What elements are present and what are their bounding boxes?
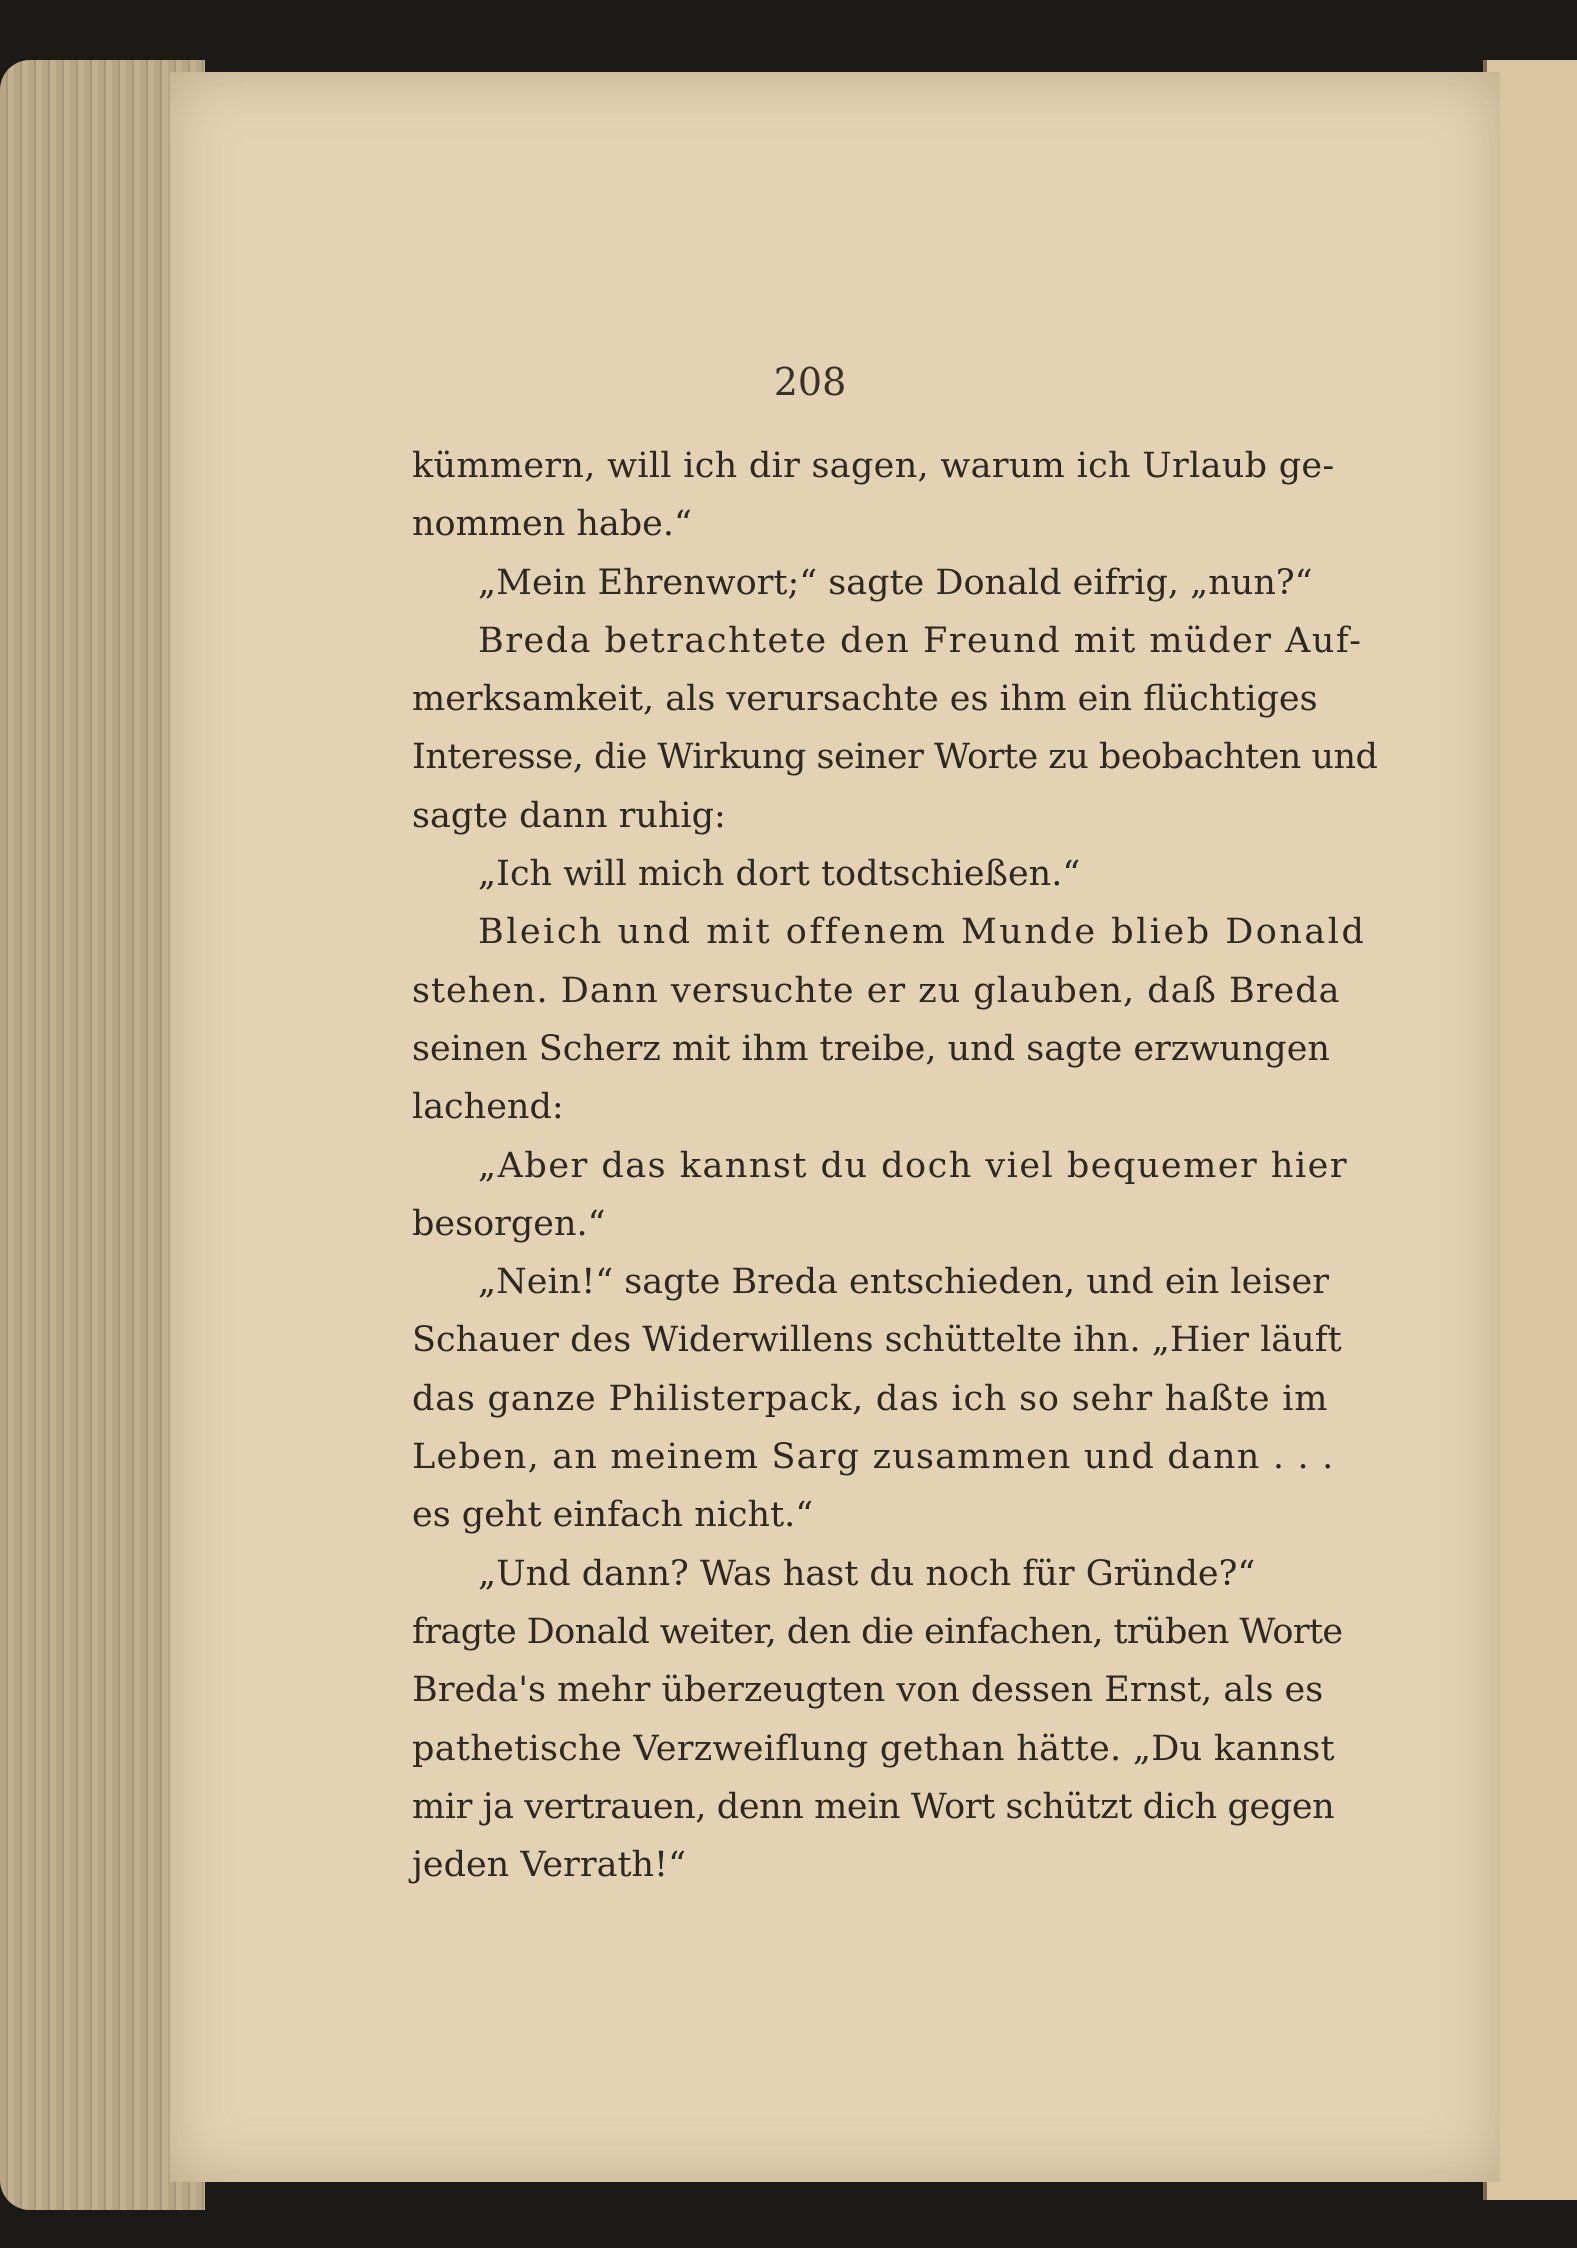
text-line: merksamkeit, als verursachte es ihm ein flüchtiges xyxy=(412,679,1318,720)
text-line: Interesse, die Wirkung seiner Worte zu beobachten und xyxy=(412,737,1378,778)
text-line: Bleich und mit offenem Munde blieb Donald xyxy=(478,912,1367,953)
text-line: „Mein Ehrenwort;“ sagte Donald eifrig, „nun?“ xyxy=(478,562,1313,603)
body-text xyxy=(412,437,1378,1894)
text-line: kümmern, will ich dir sagen, warum ich Urlaub ge- xyxy=(412,446,1335,486)
text-line: pathetische Verzweiflung gethan hätte. „Du kannst xyxy=(412,1728,1335,1769)
text-line: „Nein!“ sagte Breda entschieden, und ein leiser xyxy=(478,1262,1329,1303)
text-line: stehen. Dann versuchte er zu glauben, daß Breda xyxy=(412,970,1341,1011)
text-line: sagte dann ruhig: xyxy=(412,795,726,836)
book-page xyxy=(170,72,1500,2182)
text-line: „Und dann? Was hast du noch für Gründe?“ xyxy=(478,1553,1256,1594)
page-number: 208 xyxy=(773,360,847,404)
text-line: fragte Donald weiter, den die einfachen, trüben Worte xyxy=(412,1611,1343,1652)
text-line: Leben, an meinem Sarg zusammen und dann . . . xyxy=(412,1437,1335,1478)
text-line: lachend: xyxy=(412,1087,564,1128)
text-line: Breda betrachtete den Freund mit müder Auf- xyxy=(478,620,1363,661)
text-line: es geht einfach nicht.“ xyxy=(412,1495,814,1536)
text-line: jeden Verrath!“ xyxy=(412,1845,687,1886)
text-line: das ganze Philisterpack, das ich so sehr haßte im xyxy=(412,1378,1329,1419)
text-line: mir ja vertrauen, denn mein Wort schützt dich gegen xyxy=(412,1786,1335,1827)
text-line: nommen habe.“ xyxy=(412,504,692,545)
text-line: „Ich will mich dort todtschießen.“ xyxy=(478,854,1081,895)
text-line: seinen Scherz mit ihm treibe, und sagte erzwungen xyxy=(412,1028,1330,1069)
text-line: besorgen.“ xyxy=(412,1203,606,1244)
text-line: „Aber das kannst du doch viel bequemer hier xyxy=(478,1145,1349,1186)
text-line: Breda's mehr überzeugten von dessen Ernst, als es xyxy=(412,1670,1324,1711)
text-line: Schauer des Widerwillens schüttelte ihn. „Hier läuft xyxy=(412,1320,1342,1361)
